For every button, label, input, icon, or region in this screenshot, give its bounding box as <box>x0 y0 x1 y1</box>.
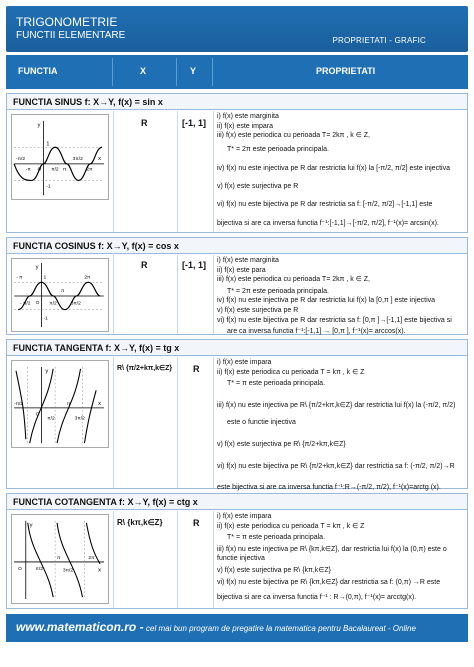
origin-label: O <box>35 300 40 306</box>
tick-label: 2π <box>84 275 91 281</box>
property-item: iii) f(x) este periodica cu perioada T= 2kπ , k ∈ Z, <box>217 132 370 140</box>
property-item: vi) f(x) nu este bijectiva pe R\ {π/2+kπ,k∈Z} dar restrictia sa f: (-π/2, π/2)→R <box>217 462 455 470</box>
property-item: i) f(x) este marginita <box>217 113 279 120</box>
properties-list <box>217 256 452 337</box>
domain-x: R\ {π/2+kπ,k∈Z} <box>117 365 173 372</box>
section-title: FUNCTIA COTANGENTA f: X→Y, f(x) = ctg x <box>7 494 467 510</box>
col-line <box>213 111 214 232</box>
tick-label: 3π/2 <box>74 416 85 422</box>
page-footer <box>6 614 468 642</box>
tick-label: π <box>66 401 71 407</box>
tick-label: -1 <box>46 184 51 190</box>
property-item: bijectiva si are ca inversa functia f⁻¹:[-1,1]→[-π/2, π/2], f⁻¹(x)= arcsin(x). <box>217 220 439 228</box>
property-item: functie injectiva <box>217 555 265 563</box>
properties-list <box>217 358 455 493</box>
property-item: ii) f(x) este periodica cu perioada T = kπ , k ∈ Z <box>217 522 365 530</box>
cotangent-branch <box>57 523 82 597</box>
section-title: FUNCTIA TANGENTA f: X→Y, f(x) = tg x <box>7 340 467 356</box>
col-line <box>113 357 114 488</box>
property-item: iv) f(x) nu este injectiva pe R dar restrictia lui f(x) la [0,π ] este injectiva <box>217 297 436 305</box>
col-x: X <box>140 66 147 76</box>
axis-label: x <box>98 400 102 407</box>
tick-label: π/2 <box>47 416 55 422</box>
col-line <box>213 255 214 334</box>
tick-label: π <box>60 289 65 295</box>
property-item: T* = 2π este perioada principala. <box>227 145 329 153</box>
domain-x: R <box>141 118 148 128</box>
tick-label: 3π/2 <box>70 301 81 307</box>
property-item: T* = π este perioada principala. <box>227 534 326 542</box>
col-y: Y <box>190 66 197 76</box>
axis-label: x <box>98 155 102 162</box>
property-item: v) f(x) este surjectiva pe R\ {kπ,k∈Z} <box>217 566 332 574</box>
col-line <box>213 511 214 608</box>
col-line <box>113 511 114 608</box>
range-y: [-1, 1] <box>182 260 207 270</box>
tick-label: 2π <box>86 167 93 173</box>
page-header <box>6 6 468 52</box>
tick-label: π <box>62 167 67 173</box>
page-title: TRIGONOMETRIE <box>16 15 118 29</box>
range-y: [-1, 1] <box>182 118 207 128</box>
sine-graph <box>11 114 109 200</box>
property-item: este o functie injectiva <box>227 419 296 427</box>
section-sinus <box>6 93 468 233</box>
axis-label: x <box>98 567 102 574</box>
property-item: T* = 2π este perioada principala. <box>227 287 329 295</box>
property-item: v) f(x) este surjectiva pe R <box>217 306 299 314</box>
tick-label: π/2 <box>51 167 59 173</box>
col-divider <box>112 58 113 86</box>
property-item: vi) f(x) nu este bijectiva pe R dar restrictia sa f: [-π/2, π/2]→[-1,1] este <box>217 200 433 208</box>
property-item: ii) f(x) este periodica cu perioada T = kπ , k ∈ Z <box>217 368 365 376</box>
property-item: vi) f(x) nu este bijectiva pe R dar restrictia sa f: [0,π ]→[-1,1] este bijectiva si <box>217 316 452 324</box>
cotangent-graph <box>11 514 109 604</box>
range-y: R <box>193 364 200 374</box>
properties-list <box>217 112 450 229</box>
property-item: i) f(x) este impara <box>217 359 272 366</box>
property-item: T* = π este perioada principala. <box>227 380 326 388</box>
property-item: ii) f(x) este para <box>217 266 266 274</box>
tick-label: π/2 <box>35 566 43 572</box>
property-item: iii) f(x) nu este injectiva pe R\ {kπ,k∈Z}, dar restrictia lui f(x) la (0,π) este o <box>217 545 447 553</box>
section-title: FUNCTIA SINUS f: X→Y, f(x) = sin x <box>7 94 467 110</box>
property-item: ii) f(x) este impara <box>217 122 274 130</box>
col-functia: FUNCTIA <box>18 66 58 76</box>
tick-label: π/2 <box>49 301 57 307</box>
tick-label: 3π/2 <box>62 568 74 574</box>
section-cosinus <box>6 237 468 335</box>
property-item: iii) f(x) este periodica cu perioada T= 2kπ , k ∈ Z, <box>217 276 370 284</box>
origin-label: O <box>37 167 42 173</box>
property-item: este bijectiva si are ca inversa functia f⁻¹:R→(-π/2, π/2), f⁻¹(x)=arctg (x). <box>217 484 441 492</box>
origin-label: O <box>35 412 40 418</box>
column-header-bar <box>6 55 468 89</box>
col-line <box>177 255 178 334</box>
tick-label: -π/2 <box>14 401 24 407</box>
tick-label: π <box>57 556 61 561</box>
tick-label: -π/2 <box>16 156 26 162</box>
tick-label: 3π/2 <box>72 156 83 162</box>
property-item: bijectiva si are ca inversa functia f⁻¹ : R→(0,π), f⁻¹(x)= arcctg(x). <box>217 594 417 602</box>
axis-label: y <box>37 122 41 129</box>
tick-label: 2π <box>88 556 95 561</box>
tangent-branch <box>84 390 96 443</box>
header-right-label: PROPRIETATI - GRAFIC <box>332 36 426 45</box>
tangent-graph <box>11 360 109 448</box>
site-link[interactable]: www.matematicon.ro - <box>16 620 144 634</box>
property-item: vi) f(x) nu este bijectiva pe R\ {kπ,k∈Z} dar restrictia sa f: (0,π) →R este <box>217 578 441 586</box>
property-item: i) f(x) este marginita <box>217 257 279 264</box>
tick-label: - π/2 <box>20 301 31 307</box>
axis-label: y <box>35 264 39 271</box>
tick-label: -1 <box>43 316 48 322</box>
col-line <box>177 111 178 232</box>
col-line <box>113 111 114 232</box>
col-line <box>177 511 178 608</box>
properties-list <box>217 512 447 603</box>
axis-label: y <box>29 522 33 529</box>
cotangent-branch <box>28 523 53 597</box>
page-subtitle: FUNCTII ELEMENTARE <box>16 30 126 41</box>
tick-label: 1 <box>43 275 47 281</box>
range-y: R <box>193 518 200 528</box>
col-divider <box>212 58 213 86</box>
property-item: iv) f(x) nu este injectiva pe R dar restrictia lui f(x) la [-π/2, π/2] este injectiva <box>217 165 450 173</box>
property-item: i) f(x) este impara <box>217 513 272 520</box>
property-item: v) f(x) este surjectiva pe R <box>217 182 299 190</box>
col-line <box>213 357 214 488</box>
origin-label: O <box>17 566 22 572</box>
property-item: are ca inversa functia f⁻¹:[-1,1] → [0,π ], f⁻¹(x)= arccos(x). <box>227 328 406 336</box>
axis-label: y <box>45 368 49 375</box>
domain-x: R\ {kπ,k∈Z} <box>117 518 163 527</box>
property-item: iii) f(x) nu este injectiva pe R\ {π/2+kπ,k∈Z} dar restrictia lui f(x) la (-π/2, π/2) <box>217 401 456 409</box>
footer-tagline: cel mai bun program de pregatire la matematica pentru Bacalaureat - Online <box>146 624 416 633</box>
tick-label: 1 <box>46 141 50 148</box>
domain-x: R <box>141 260 148 270</box>
property-item: v) f(x) este surjectiva pe R\ {π/2+kπ,k∈Z} <box>217 440 346 448</box>
col-line <box>177 357 178 488</box>
section-title: FUNCTIA COSINUS f: X→Y, f(x) = cos x <box>7 238 467 254</box>
tick-label: - π <box>16 275 23 281</box>
tick-label: -π <box>25 167 31 173</box>
col-divider <box>176 58 177 86</box>
cosine-graph <box>11 258 109 332</box>
section-cotangenta <box>6 493 468 609</box>
col-proprietati: PROPRIETATI <box>316 66 376 76</box>
section-tangenta <box>6 339 468 492</box>
col-line <box>113 255 114 334</box>
